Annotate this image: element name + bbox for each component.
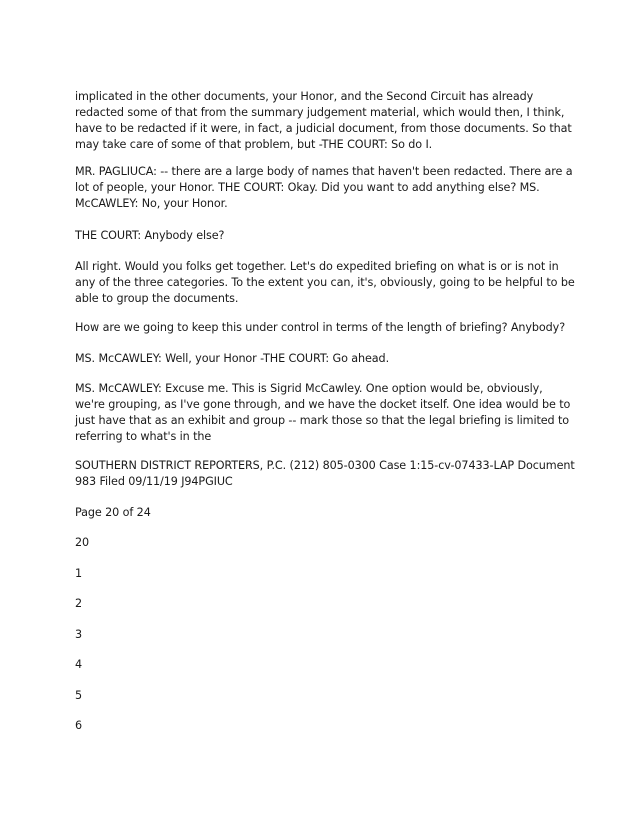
paragraph-pagliuca-statement: MR. PAGLIUCA: -- there are a large body of names that haven't been redacted. There are a lot of people, your Honor. THE COURT: Okay. Did you want to add anything else? MS. McCAWLEY: No, your Honor. [75,165,573,210]
line-number-2: 2 [75,597,83,610]
paragraph-mccawley-go-ahead: MS. McCAWLEY: Well, your Honor -THE COURT: Go ahead. [75,352,390,365]
page-indicator: Page 20 of 24 [75,506,151,519]
paragraph-counsel-redaction: implicated in the other documents, your Honor, and the Second Circuit has already redacted some of that from the summary judgement material, which would then, I think, have to be redacted if it were, in fact, a judicial document, from those documents. So that may take care of some of that problem, but -THE COURT: So do I. [75,90,572,151]
line-number-1: 1 [75,567,83,580]
paragraph-court-briefing-instructions: All right. Would you folks get together. Let's do expedited briefing on what is or is not in any of the three categories. To the extent you can, it's, obviously, going to be helpful to be able to group the documents. [75,260,575,305]
paragraph-court-anybody-else: THE COURT: Anybody else? [75,229,225,242]
reporter-header: SOUTHERN DISTRICT REPORTERS, P.C. (212) 805-0300 Case 1:15-cv-07433-LAP Document 983 Filed 09/11/19 J94PGIUC [75,459,575,488]
paragraph-court-briefing-length: How are we going to keep this under control in terms of the length of briefing? Anybody? [75,321,566,334]
page-number: 20 [75,536,90,549]
line-number-5: 5 [75,689,83,702]
line-number-3: 3 [75,628,83,641]
line-number-6: 6 [75,719,83,732]
line-number-4: 4 [75,658,83,671]
paragraph-mccawley-proposal: MS. McCAWLEY: Excuse me. This is Sigrid McCawley. One option would be, obviously, we're grouping, as I've gone through, and we have the docket itself. One idea would be to just have that as an exhibit and group -- mark those so that the legal briefing is limited to referring to what's in the [75,382,571,443]
